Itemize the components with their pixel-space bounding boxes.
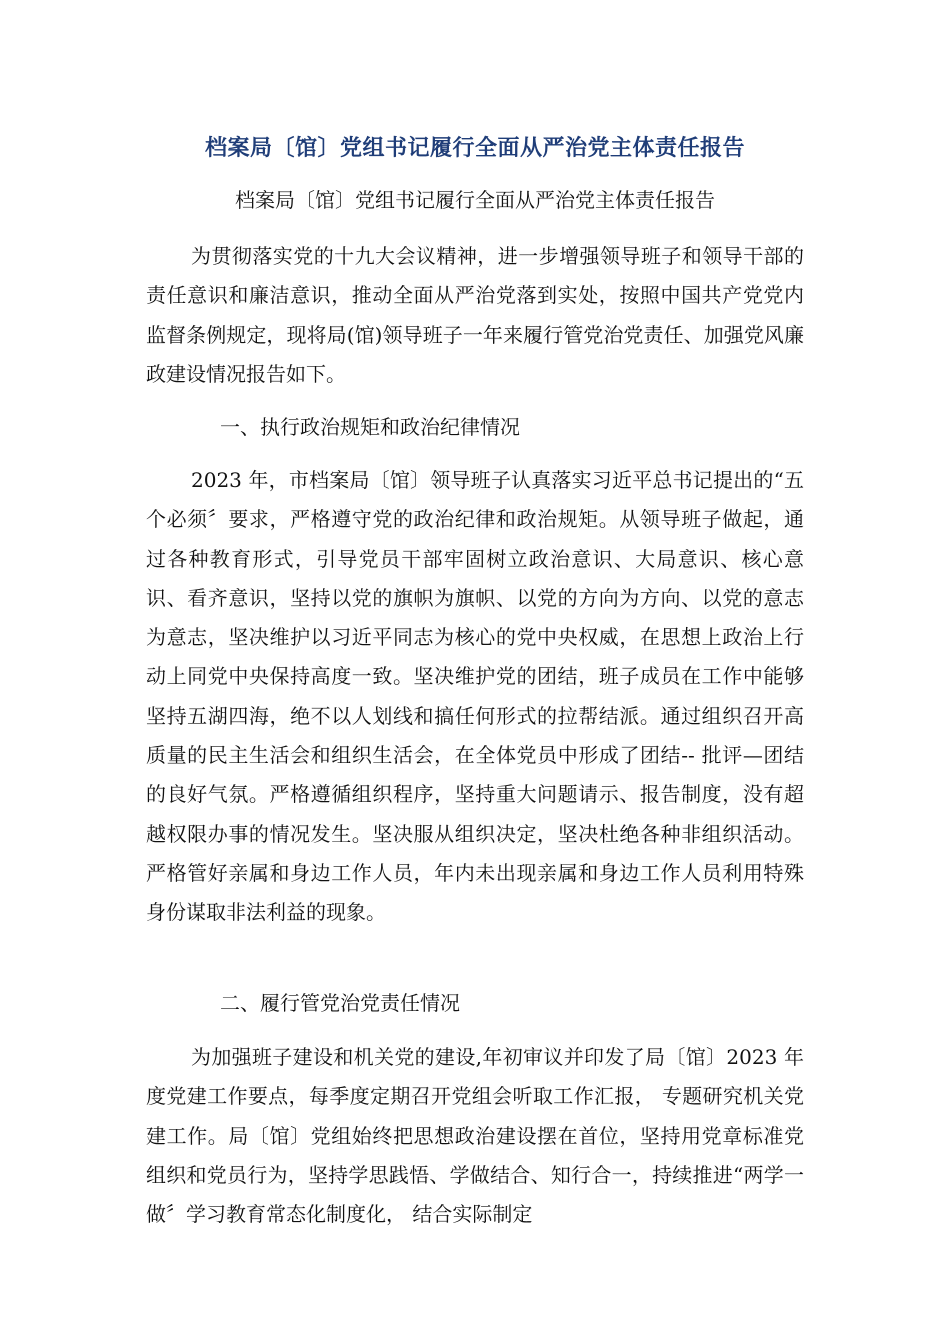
section-2-paragraph: 为加强班子建设和机关党的建设,年初审议并印发了局〔馆〕2023 年度党建工作要点，每季度定期召开党组会听取工作汇报， 专题研究机关党建工作。局〔馆〕党组始终把思想政治建设摆在首位，坚持用党章标准党组织和党员行为，坚持学思践悟、学做结合、知行合一，持续推进“两学一做〞学习教育常态化制度化， 结合实际制定 [146,1045,804,1227]
document-subtitle: 档案局〔馆〕党组书记履行全面从严治党主体责任报告 [235,188,715,212]
document-title: 档案局〔馆〕党组书记履行全面从严治党主体责任报告 [204,136,745,161]
section-1-heading: 一、执行政治规矩和政治纪律情况 [220,415,520,439]
section-2-heading: 二、履行管党治党责任情况 [220,991,460,1015]
section-1-paragraph: 2023 年，市档案局〔馆〕领导班子认真落实习近平总书记提出的“五个必须〞要求，严格遵守党的政治纪律和政治规矩。从领导班子做起，通过各种教育形式，引导党员干部牢固树立政治意识、大局意识、核心意识、看齐意识，坚持以党的旗帜为旗帜、以党的方向为方向、以党的意志为意志，坚决维护以习近平同志为核心的党中央权威，在思想上政治上行动上同党中央保持高度一致。坚决维护党的团结，班子成员在工作中能够坚持五湖四海，绝不以人划线和搞任何形式的拉帮结派。通过组织召开高质量的民主生活会和组织生活会，在全体党员中形成了团结-- 批评—团结的良好气氛。严格遵循组织程序，坚持重大问题请示、报告制度，没有超越权限办事的情况发生。坚决服从组织决定，坚决杜绝各种非组织活动。严格管好亲属和身边工作人员，年内未出现亲属和身边工作人员利用特殊身份谋取非法利益的现象。 [146,468,804,925]
intro-paragraph: 为贯彻落实党的十九大会议精神，进一步增强领导班子和领导干部的责任意识和廉洁意识，推动全面从严治党落到实处，按照中国共产党党内监督条例规定，现将局(馆)领导班子一年来履行管党治党责任、加强党风廉政建设情况报告如下。 [146,244,804,386]
